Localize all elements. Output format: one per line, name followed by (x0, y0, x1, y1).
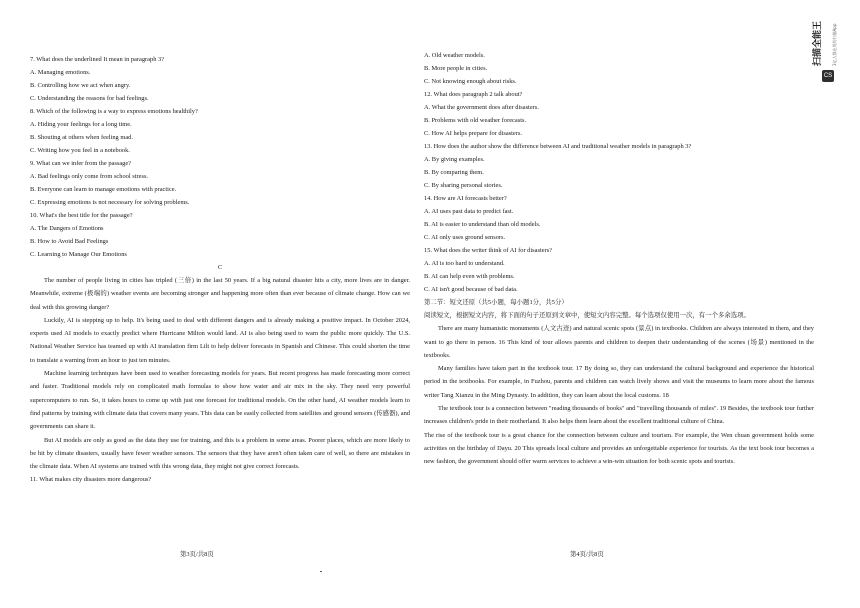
option-line: C. AI only uses ground sensors. (424, 234, 506, 241)
option-line: A. The Dangers of Emotions (30, 225, 104, 232)
option-line: A. By giving examples. (424, 156, 485, 163)
section-letter: C (217, 264, 223, 271)
scanner-watermark (813, 8, 852, 79)
question-line: 14. How are AI forecasts better? (424, 195, 507, 202)
option-line: A. Managing emotions. (30, 69, 91, 76)
passage-paragraph: Many families have taken part in the textbook tour. 17 By doing so, they can understand the cultural background and experience the historical period in the textbooks. For example, in Fuzhou, parents and children can watch lively shows and visit the museums to learn more about the famous writer Tang Xianzu in the Ming Dynasty. In addition, they can learn about the local customs. 18 (424, 365, 814, 399)
option-line: B. AI can help even with problems. (424, 273, 515, 280)
passage-paragraph: The textbook tour is a connection between "reading thousands of books" and "travelling thousands of miles". 19 Besides, the textbook tour further increases children's pride in their motherland. It also helps them learn about the excellent traditional culture of China. (424, 405, 814, 426)
option-line: A. Old weather models. (424, 52, 485, 59)
option-line: C. Learning to Manage Our Emotions (30, 251, 127, 258)
question-line: 12. What does paragraph 2 talk about? (424, 91, 523, 98)
watermark-title: 扫描全能王 (813, 20, 823, 66)
page-footer: 第4页/共8页 (570, 551, 604, 558)
right-page (424, 0, 860, 608)
option-line: C. Not knowing enough about risks. (424, 78, 517, 85)
option-line: B. More people in cities. (424, 65, 488, 72)
option-line: B. Controlling how we act when angry. (30, 82, 131, 89)
left-text-block (30, 53, 410, 486)
question-line: 11. What makes city disasters more dangerous? (30, 476, 152, 484)
passage-paragraph: But AI models are only as good as the data they use for training, and this is a problem in some areas. Poorer places, which are more likely to be hit by climate disasters, usually have fewer weather sensors. The sensors that they have aren't often taken care of well, so there are mistakes in the climate data. When AI systems are trained with this wrong data, they might not give correct forecasts. (30, 436, 410, 471)
passage-paragraph: There are many humanistic monuments (人文古迹) and natural scenic spots (景点) in textbooks. Children are always interested in them, and they want to go there in person. 16 This kind of tour allows parents and children to deepen their understanding of the scenes (场景) mentioned in the textbooks. (424, 325, 814, 359)
option-line: B. How to Avoid Bad Feelings (30, 238, 109, 245)
passage-paragraph: The rise of the textbook tour is a great chance for the connection between culture and tourism. For example, the Wen chuan government holds some activities on the birthday of Dayu. 20 This spreads local culture and provides an unforgettable experience for tourists. As the text book tour becomes a new fashion, the government should offer warm services to achieve a win-win situation for both scenic spots and tourists. (424, 431, 814, 466)
option-line: B. Everyone can learn to manage emotions with practice. (30, 186, 177, 193)
question-line: 7. What does the underlined It mean in paragraph 3? (30, 56, 165, 63)
option-line: A. Bad feelings only come from school stress. (30, 173, 149, 180)
right-text-block (424, 49, 814, 469)
option-line: A. Hiding your feelings for a long time. (30, 121, 132, 128)
question-line: 9. What can we infer from the passage? (30, 160, 132, 167)
option-line: B. Problems with old weather forecasts. (424, 117, 527, 124)
question-line: 15. What does the writer think of AI for disasters? (424, 247, 553, 254)
option-line: A. AI is too hard to understand. (424, 260, 505, 267)
option-line: C. Writing how you feel in a notebook. (30, 147, 130, 154)
section-instruction: 阅读短文，根据短文内容，将下面的句子还原到文章中，使短文内容完整。每个选项仅使用一次，有一个多余选项。 (424, 312, 750, 319)
option-line: C. AI isn't good because of bad data. (424, 286, 518, 293)
camscanner-logo-icon: CS (822, 70, 834, 82)
option-line: C. By sharing personal stories. (424, 182, 503, 189)
passage-paragraph: Luckily, AI is stepping up to help. It's being used to deal with different dangers and is already making a positive impact. In October 2024, experts used AI models to exactly predict where Hurricane Milton would land. AI is also being used to warn the public more quickly. The U.S. National Weather Service has teamed up with AI translation firm Lilt to help deliver forecasts in Spanish and Chinese. This could shorten the time to translate a warning from an hour to just ten minutes. (30, 316, 410, 364)
question-line: 10. What's the best title for the passage? (30, 212, 133, 219)
option-line: C. Expressing emotions is not necessary for solving problems. (30, 199, 190, 206)
option-line: A. AI uses past data to predict fast. (424, 208, 514, 215)
option-line: C. How AI helps prepare for disasters. (424, 130, 522, 137)
scan-mark (320, 571, 322, 572)
option-line: B. By comparing them. (424, 169, 484, 176)
question-line: 13. How does the author show the difference between AI and traditional weather models in paragraph 3? (424, 143, 692, 150)
passage-paragraph: The number of people living in cities has tripled (三倍) in the last 50 years. If a big natural disaster hits a city, more lives are in danger. Meanwhile, extreme (极端的) weather events are becoming stronger and happening more often than ever because of climate change. How can we deal with this growing danger? (30, 277, 410, 311)
section-heading: 第二节：短文还原（共5小题，每小题1分，共5分） (424, 299, 568, 306)
question-line: 8. Which of the following is a way to express emotions healthily? (30, 108, 198, 115)
page-footer: 第3页/共8页 (180, 551, 214, 558)
watermark-subtitle: 3亿人都在用的扫描App (832, 23, 837, 66)
option-line: A. What the government does after disasters. (424, 104, 539, 111)
passage-paragraph: Machine learning techniques have been used to weather forecasting models for years. But recent progress has made forecasting more correct and faster. Traditional models rely on complicated math formulas to show how water and air mix in the sky. They need very powerful supercomputers to run. So, it takes hours to come up with just one forecast for traditional models. On the other hand, AI weather models learn to find patterns by training with climate data that covers many years. This data can be easily collected from satellites and ground sensors (传感器), and governments can share it. (30, 370, 410, 431)
option-line: C. Understanding the reasons for bad feelings. (30, 95, 149, 102)
option-line: B. Shouting at others when feeling mad. (30, 134, 133, 141)
option-line: B. AI is easier to understand than old models. (424, 221, 541, 228)
